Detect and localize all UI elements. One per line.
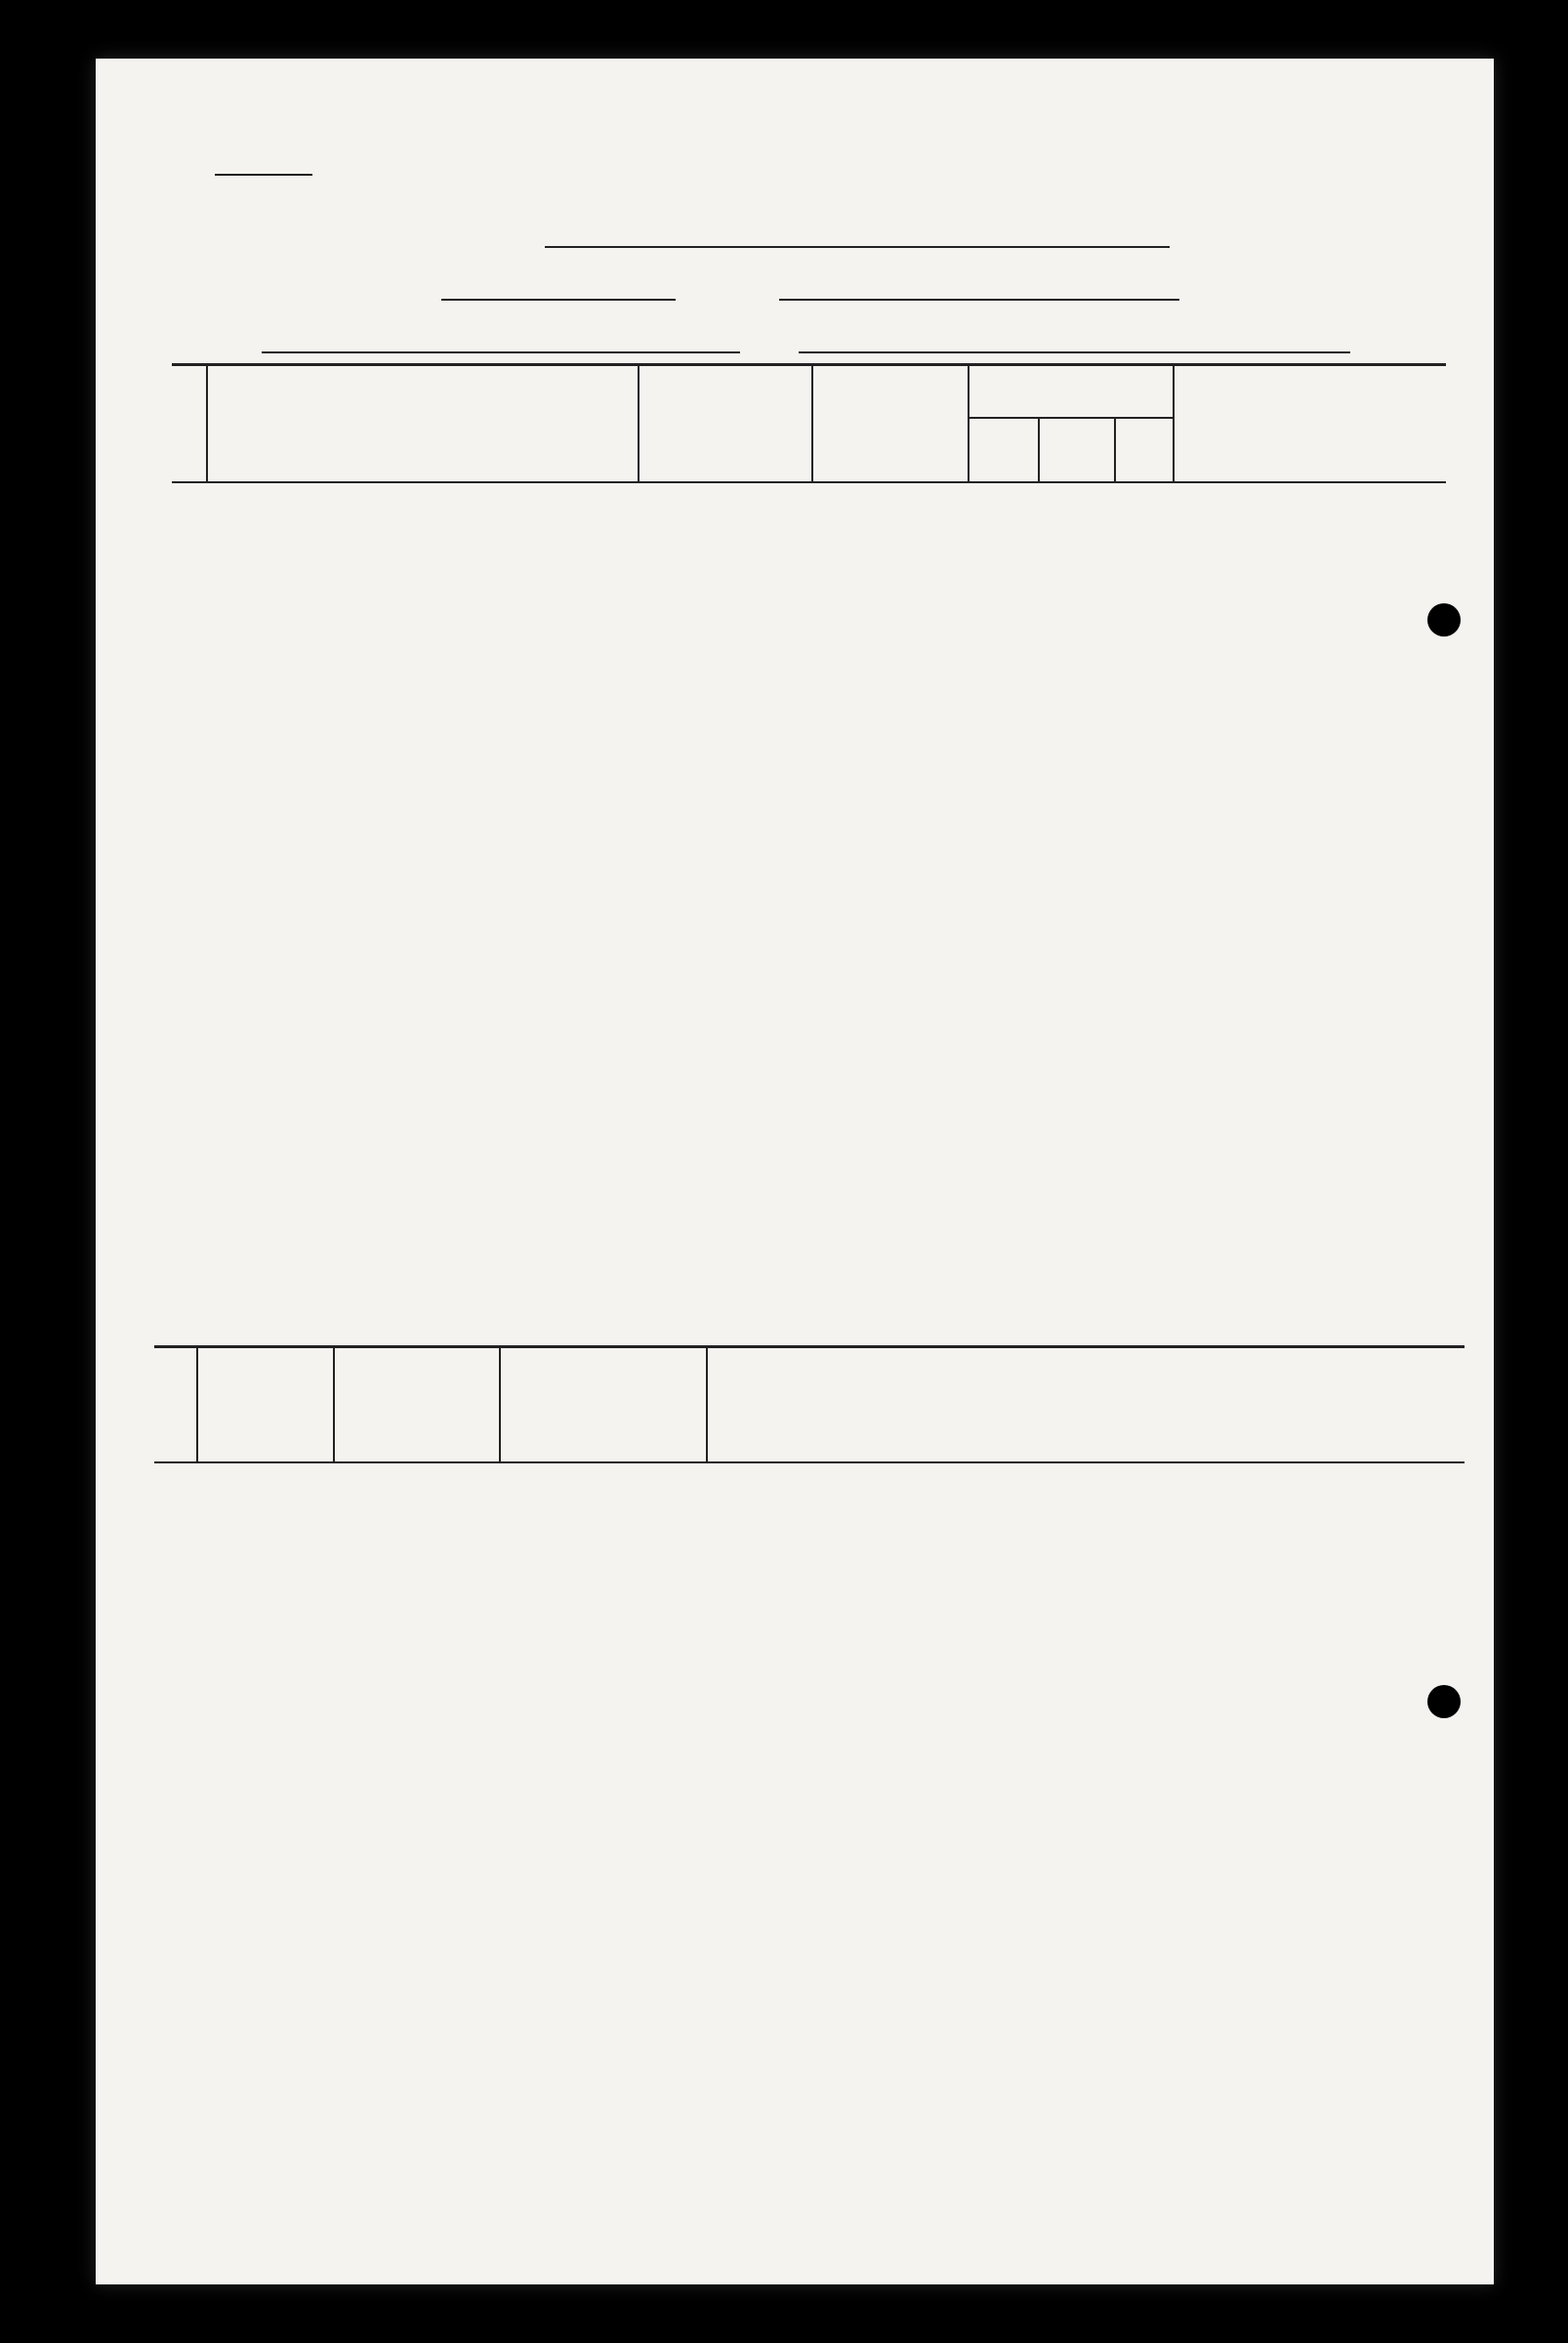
to-underline	[799, 351, 1350, 353]
binder-hole-2	[1427, 1685, 1461, 1718]
ship-underline	[545, 246, 1170, 248]
date-occurrence-header	[500, 1373, 707, 1462]
vessel-header	[707, 1373, 1465, 1462]
col-num-3	[812, 365, 969, 390]
branch-header	[197, 1373, 334, 1462]
names-subheader	[208, 396, 638, 400]
document-page	[96, 59, 1494, 2284]
binder-tab-lower	[1509, 1337, 1568, 1445]
col-num-5	[1174, 365, 1446, 390]
month-underline	[779, 299, 1179, 301]
col-num-7	[334, 1347, 500, 1373]
binder-tab-middle	[1509, 879, 1568, 986]
binder-tab-bottom	[1509, 1806, 1568, 1913]
date-enlistment-header	[969, 390, 1174, 418]
service-number-subheader	[640, 396, 811, 400]
binder-tab-top	[1509, 420, 1568, 527]
col-num-8	[500, 1347, 707, 1373]
binder-hole-1	[1427, 603, 1461, 637]
col-num-4	[969, 365, 1174, 390]
col-num-9	[707, 1347, 1465, 1373]
change-header	[334, 1373, 500, 1462]
page-number-underline	[215, 174, 312, 176]
rating-header	[812, 390, 969, 482]
col-num-1	[207, 365, 639, 390]
place-enlistment-header	[1174, 390, 1446, 482]
personnel-table	[172, 363, 1446, 483]
from-underline	[262, 351, 740, 353]
col-num-2	[639, 365, 812, 390]
col-num-6	[197, 1347, 334, 1373]
day-underline	[441, 299, 676, 301]
changes-table	[154, 1345, 1465, 1463]
